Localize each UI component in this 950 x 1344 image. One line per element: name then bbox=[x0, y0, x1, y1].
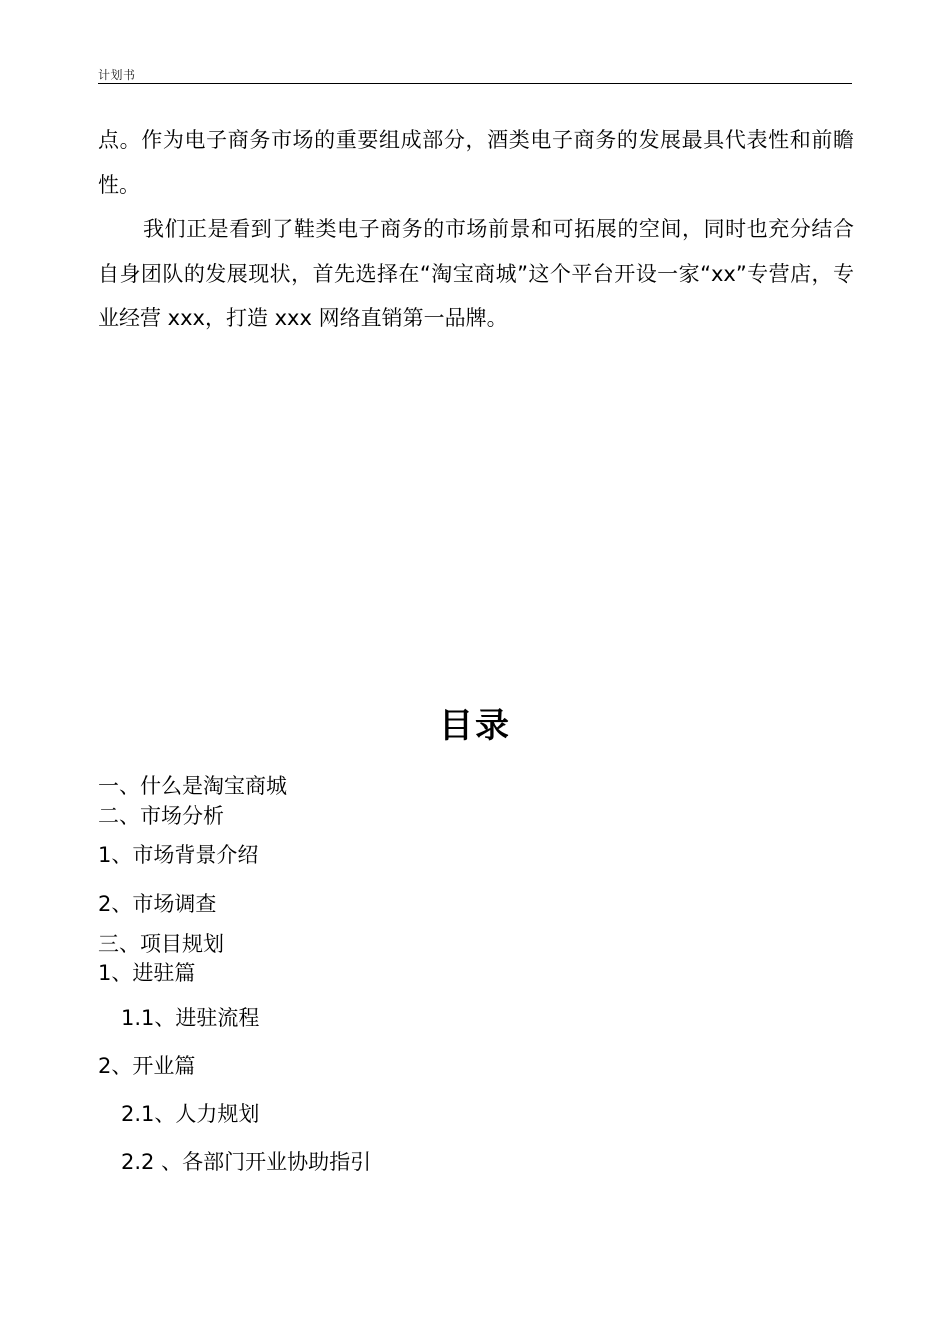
toc-title: 目录 bbox=[439, 706, 511, 746]
header-divider bbox=[98, 83, 852, 84]
toc-item-3: 1、市场背景介绍 bbox=[98, 843, 259, 867]
toc-item-5: 三、项目规划 bbox=[98, 932, 224, 956]
page-header-label: 计划书 bbox=[98, 68, 136, 82]
toc-item-1: 一、什么是淘宝商城 bbox=[98, 774, 287, 798]
toc-item-2: 二、市场分析 bbox=[98, 804, 224, 828]
toc-item-7: 1.1、进驻流程 bbox=[121, 1006, 260, 1030]
body-paragraph-1: 点。作为电子商务市场的重要组成部分，酒类电子商务的发展最具代表性和前瞻性。 bbox=[98, 128, 854, 197]
toc-item-8: 2、开业篇 bbox=[98, 1054, 196, 1078]
toc-item-10: 2.2 、各部门开业协助指引 bbox=[121, 1150, 372, 1174]
toc-item-6: 1、进驻篇 bbox=[98, 961, 196, 985]
toc-item-4: 2、市场调查 bbox=[98, 892, 217, 916]
toc-item-9: 2.1、人力规划 bbox=[121, 1102, 260, 1126]
body-paragraph-2: 我们正是看到了鞋类电子商务的市场前景和可拓展的空间，同时也充分结合自身团队的发展现状，首先选择在“淘宝商城”这个平台开设一家“xx”专营店，专业经营 xxx，打造 xxx 网络直销第一品牌。 bbox=[98, 217, 854, 330]
